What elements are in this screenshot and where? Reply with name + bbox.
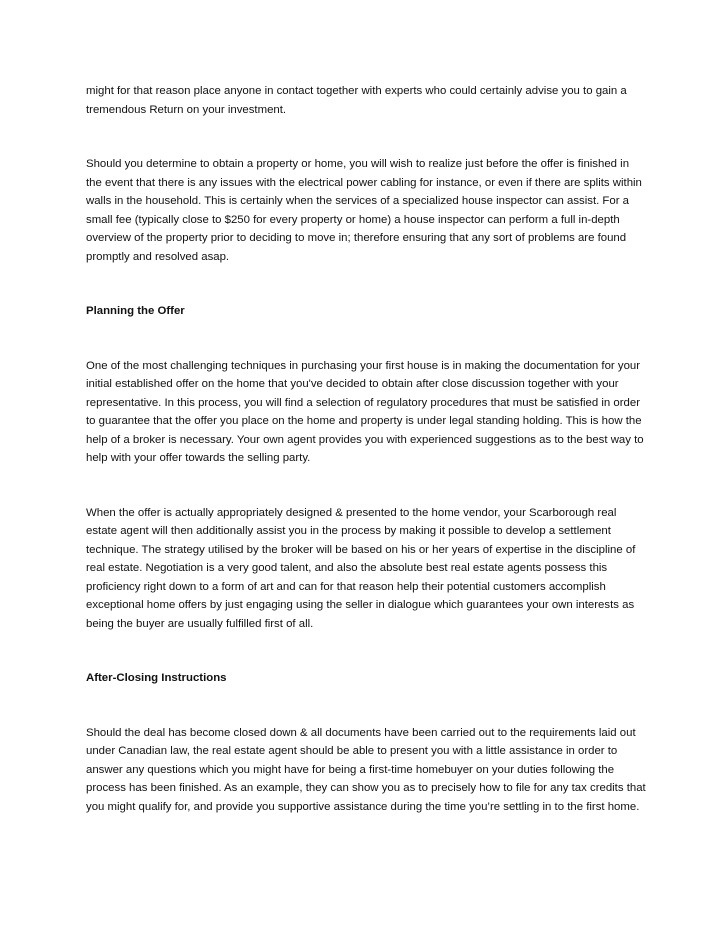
paragraph-after-closing: Should the deal has become closed down & all documents have been carried out to the requirements laid out under Canadian law, the real estate agent should be able to present you with a little assistance in order to answer any questions which you might have for being a first-time homebuyer on your duties following the process has been finished. As an example, they can show you as to precisely how to file for any tax credits that you might qualify for, and provide you supportive assistance during the time you’re settling in to the first home. [86,726,646,813]
paragraph-intro: might for that reason place anyone in contact together with experts who could certainly advise you to gain a tremendous Return on your investment. [86,85,627,116]
heading-after-closing: After-Closing Instructions [86,672,227,684]
paragraph-negotiation: When the offer is actually appropriately designed & presented to the home vendor, your Scarborough real estate agent will then additionally assist you in the process by making it possible to develop a settlement technique. The strategy utilised by the broker will be based on his or her years of expertise in the discipline of real estate. Negotiation is a very good talent, and also the absolute best real estate agents possess this proficiency right down to a form of art and can for that reason help their potential customers accomplish exceptional home offers by just engaging using the seller in dialogue which guarantees your own interests as being the buyer are usually fulfilled first of all. [86,506,636,630]
paragraph-documentation: One of the most challenging techniques in purchasing your first house is in making the documentation for your initial established offer on the home that you've decided to obtain after close discussion together with your representative. In this process, you will find a selection of regulatory procedures that must be satisfied in order to guarantee that the offer you place on the home and property is under legal standing holding. This is how the help of a broker is necessary. Your own agent provides you with experienced suggestions as to the best way to help with your offer towards the selling party. [86,359,644,464]
document-page [86,82,646,816]
paragraph-inspection: Should you determine to obtain a property or home, you will wish to realize just before the offer is finished in the event that there is any issues with the electrical power cabling for instance, or even if there are splits within walls in the household. This is certainly when the services of a specialized house inspector can assist. For a small fee (typically close to $250 for every property or home) a house inspector can perform a full in-depth overview of the property prior to deciding to move in; therefore ensuring that any sort of problems are found promptly and resolved asap. [86,158,642,263]
heading-planning-offer: Planning the Offer [86,305,185,317]
